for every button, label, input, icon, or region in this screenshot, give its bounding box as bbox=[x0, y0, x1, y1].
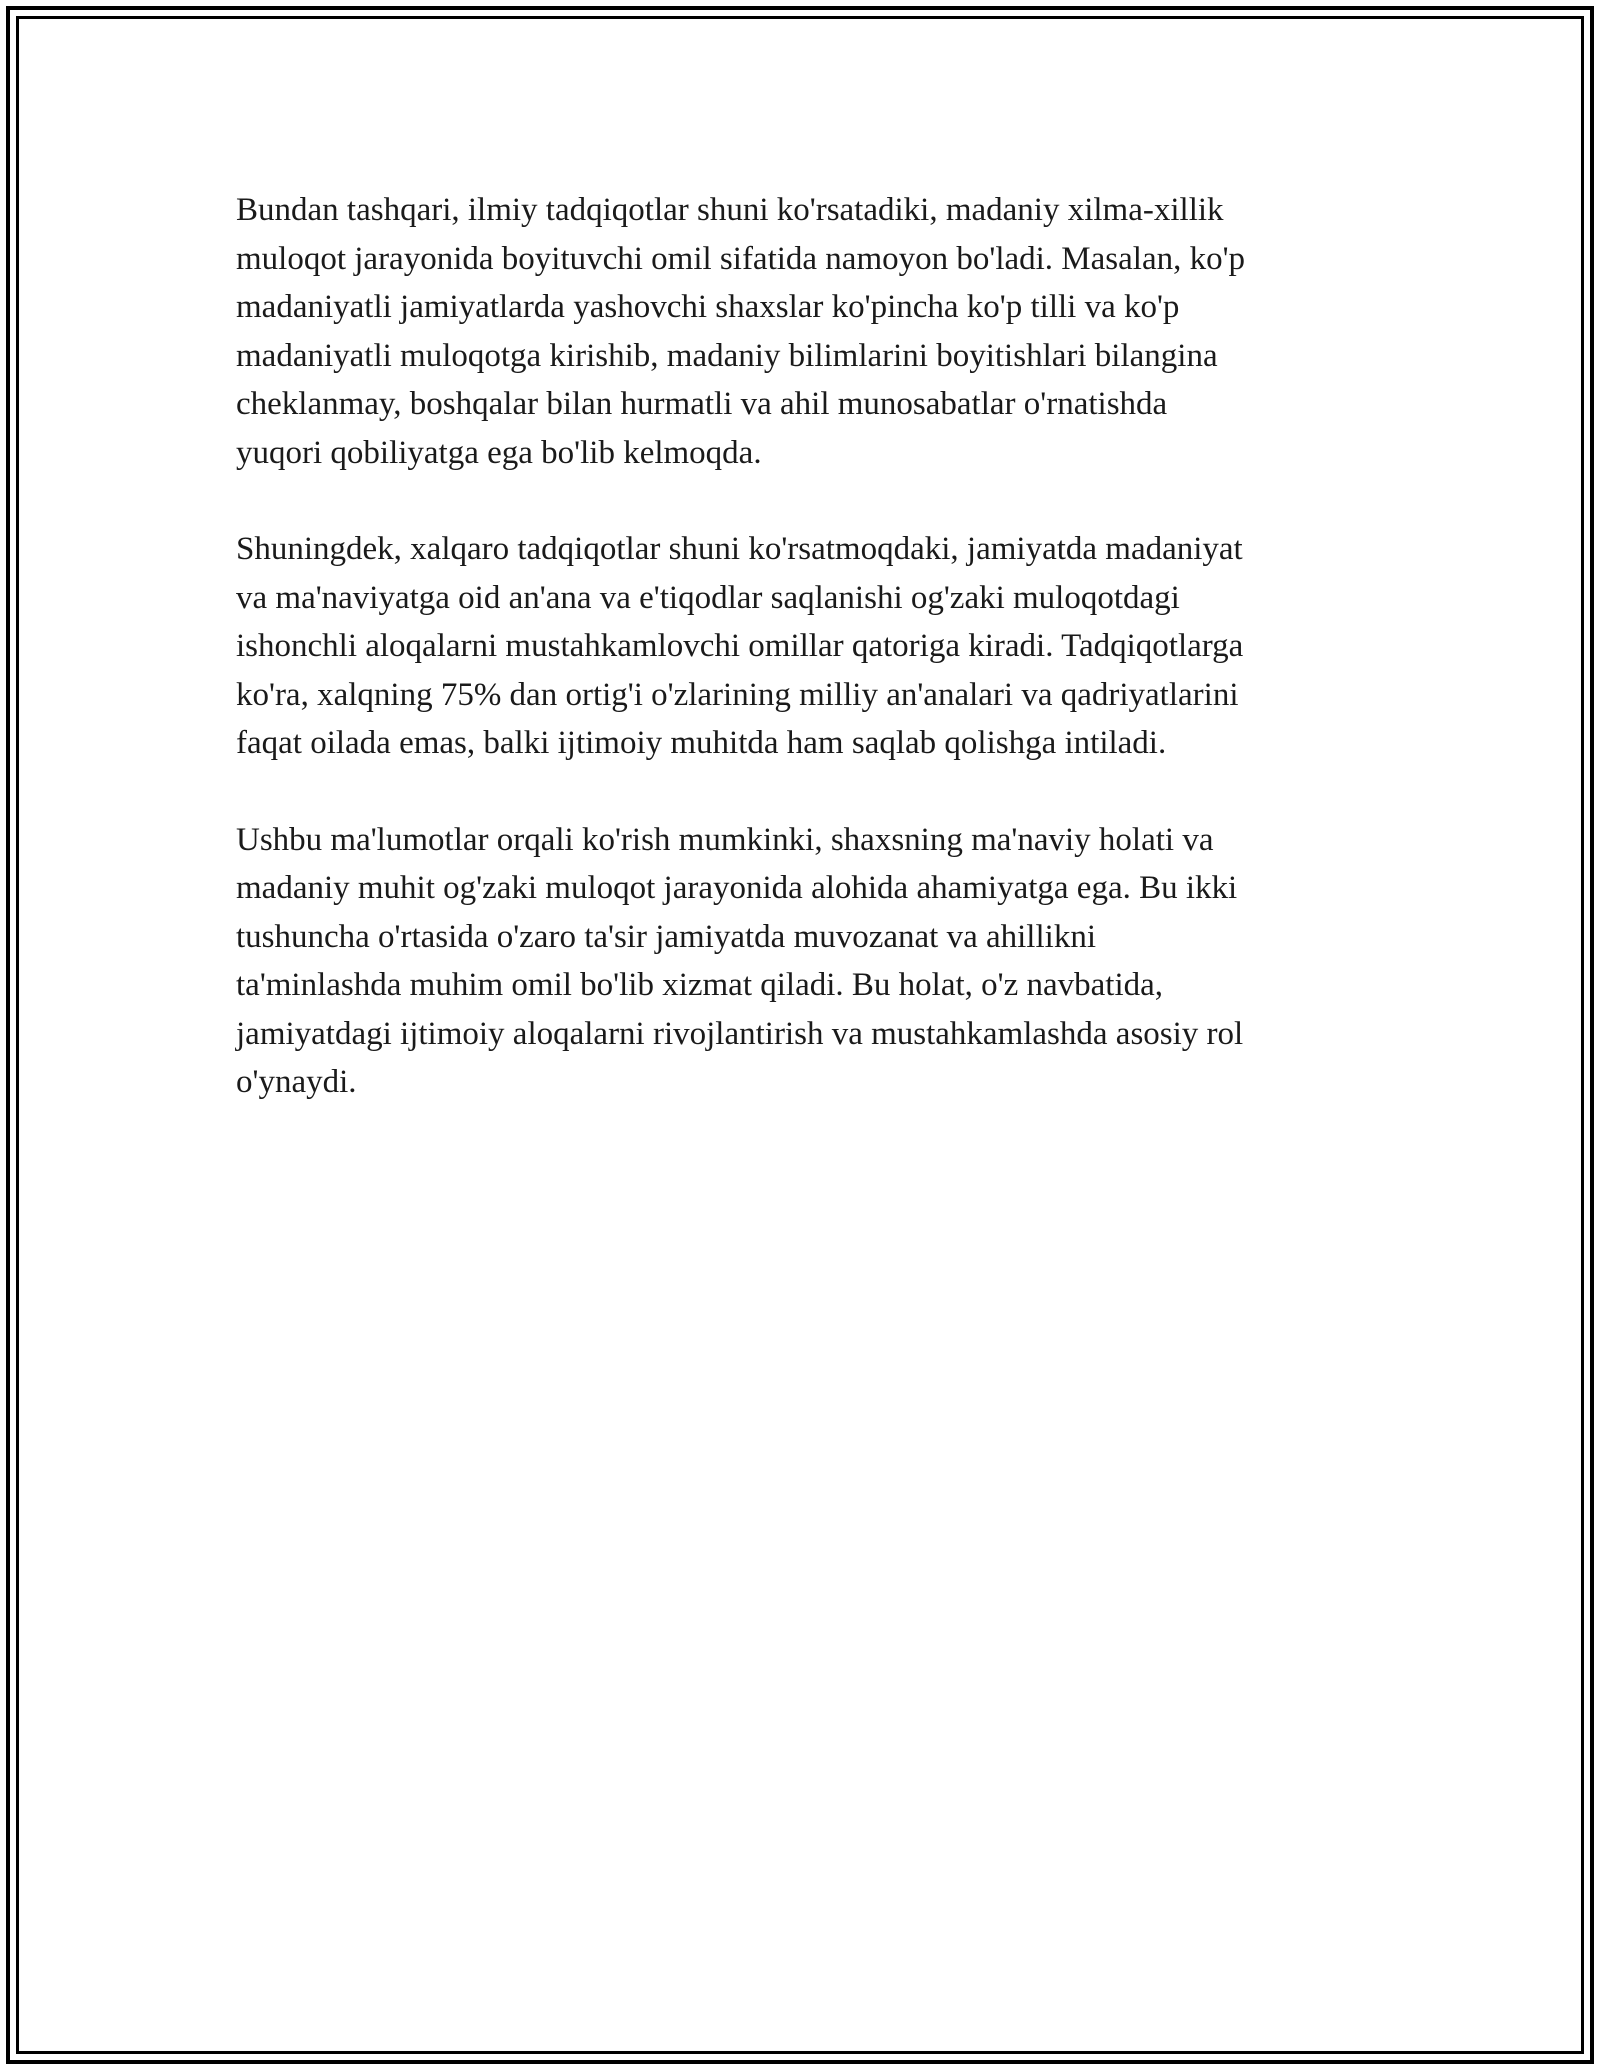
paragraph-international-research: Shuningdek, xalqaro tadqiqotlar shuni ko'rsatmoqdaki, jamiyatda madaniyat va ma'naviyatga oid an'ana va e'tiqodlar saqlanishi og'zaki muloqotdagi ishonchli aloqalarni mustahkamlovchi omillar qatoriga kiradi. Tadqiqotlarga ko'ra, xalqning 75% dan ortig'i o'zlarining milliy an'analari va qadriyatlarini faqat oilada emas, balki ijtimoiy muhitda ham saqlab qolishga intiladi. bbox=[236, 531, 1244, 761]
paragraph-cultural-diversity: Bundan tashqari, ilmiy tadqiqotlar shuni ko'rsatadiki, madaniy xilma-xillik muloqot jarayonida boyituvchi omil sifatida namoyon bo'ladi. Masalan, ko'p madaniyatli jamiyatlarda yashovchi shaxslar ko'pincha ko'p tilli va ko'p madaniyatli muloqotga kirishib, madaniy bilimlarini boyitishlari bilangina cheklanmay, boshqalar bilan hurmatli va ahil munosabatlar o'rnatishda yuqori qobiliyatga ega bo'lib kelmoqda. bbox=[236, 192, 1246, 471]
document-body bbox=[236, 186, 1366, 1155]
paragraph-spiritual-state: Ushbu ma'lumotlar orqali ko'rish mumkinki, shaxsning ma'naviy holati va madaniy muhit og'zaki muloqot jarayonida alohida ahamiyatga ega. Bu ikki tushuncha o'rtasida o'zaro ta'sir jamiyatda muvozanat va ahillikni ta'minlashda muhim omil bo'lib xizmat qiladi. Bu holat, o'z navbatida, jamiyatdagi ijtimoiy aloqalarni rivojlantirish va mustahkamlashda asosiy rol o'ynaydi. bbox=[236, 821, 1244, 1100]
